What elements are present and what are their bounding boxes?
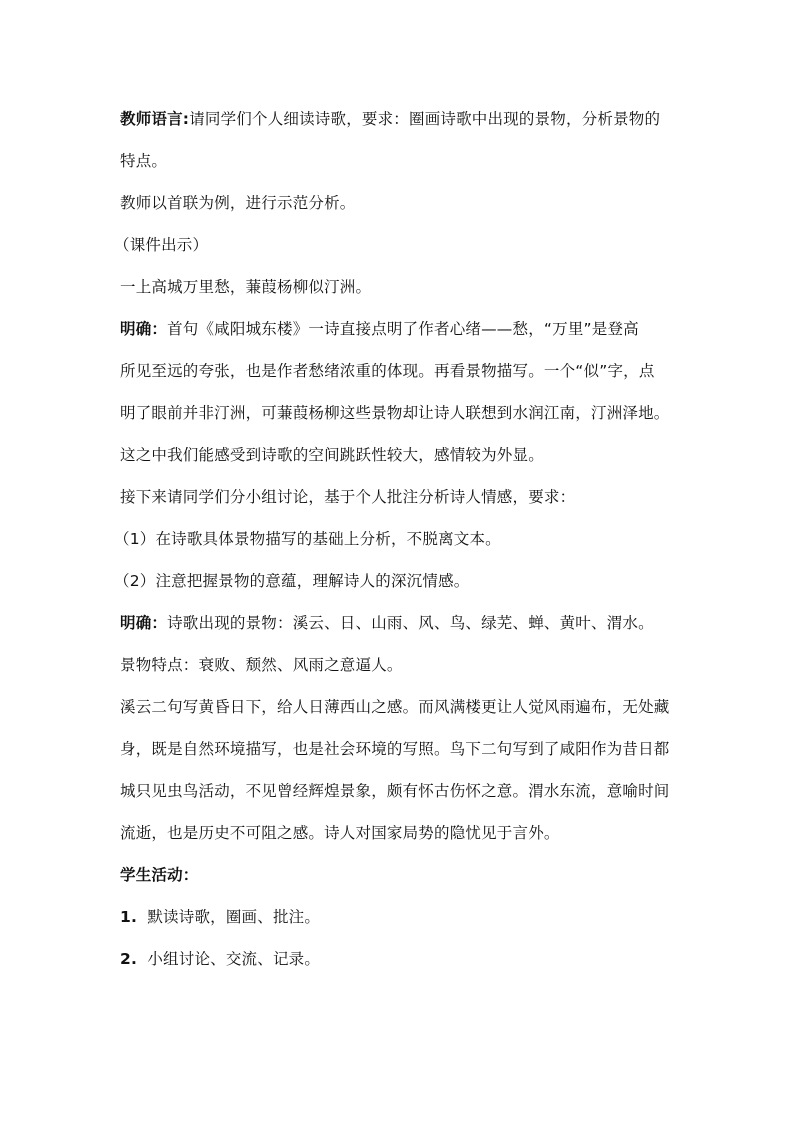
student-activity-item-2 xyxy=(120,949,320,969)
scenery-features: 景物特点：衰败、颓然、风雨之意逼人。 xyxy=(120,656,403,674)
teacher-instruction-text: 请同学们个人细读诗歌，要求：圈画诗歌中出现的景物，分析景物的 xyxy=(189,110,661,128)
item-text-1: 默读诗歌，圈画、批注。 xyxy=(147,908,321,926)
item-text-2: 小组讨论、交流、记录。 xyxy=(147,950,321,968)
courseware-note: （课件出示） xyxy=(114,236,209,254)
group-discussion-instruction: 接下来请同学们分小组讨论，基于个人批注分析诗人情感，要求： xyxy=(120,488,576,506)
clarification-label-2: 明确： xyxy=(120,614,168,632)
student-activity-item-1 xyxy=(120,907,320,927)
analysis-line-3: 城只见虫鸟活动，不见曾经辉煌景象，颇有怀古伤怀之意。渭水东流，意喻时间 xyxy=(120,782,670,800)
requirement-1: （1）在诗歌具体景物描写的基础上分析，不脱离文本。 xyxy=(114,530,501,548)
item-number-2: 2. xyxy=(120,950,138,968)
poem-line: 一上高城万里愁，蒹葭杨柳似汀洲。 xyxy=(120,278,372,296)
demonstration-note: 教师以首联为例，进行示范分析。 xyxy=(120,194,356,212)
item-number-1: 1. xyxy=(120,908,138,926)
requirement-2: （2）注意把握景物的意蕴，理解诗人的深沉情感。 xyxy=(114,572,470,590)
teacher-instruction-continued: 特点。 xyxy=(120,152,168,170)
clarification-scenery-line xyxy=(120,613,654,633)
teacher-instruction-line xyxy=(120,109,660,129)
clarification-line-2: 所见至远的夸张，也是作者愁绪浓重的体现。再看景物描写。一个“似”字，点 xyxy=(120,362,655,380)
analysis-line-4: 流逝，也是历史不可阻之感。诗人对国家局势的隐忧见于言外。 xyxy=(120,824,560,842)
clarification-line-4: 这之中我们能感受到诗歌的空间跳跃性较大，感情较为外显。 xyxy=(120,446,544,464)
clarification-label: 明确： xyxy=(120,320,168,338)
clarification-text: 首句《咸阳城东楼》一诗直接点明了作者心绪——愁，“万里”是登高 xyxy=(167,320,639,338)
clarification-line-3: 明了眼前并非汀洲，可蒹葭杨柳这些景物却让诗人联想到水润江南，汀洲泽地。 xyxy=(120,404,670,422)
analysis-line-1: 溪云二句写黄昏日下，给人日薄西山之感。而风满楼更让人觉风雨遍布，无处藏 xyxy=(120,698,670,716)
analysis-line-2: 身，既是自然环境描写，也是社会环境的写照。鸟下二句写到了咸阳作为昔日都 xyxy=(120,740,670,758)
teacher-language-label: 教师语言: xyxy=(120,110,190,128)
student-activity-heading: 学生活动： xyxy=(120,866,199,884)
clarification-line-1 xyxy=(120,319,639,339)
scenery-list-text: 诗歌出现的景物：溪云、日、山雨、风、鸟、绿芜、蝉、黄叶、渭水。 xyxy=(167,614,654,632)
